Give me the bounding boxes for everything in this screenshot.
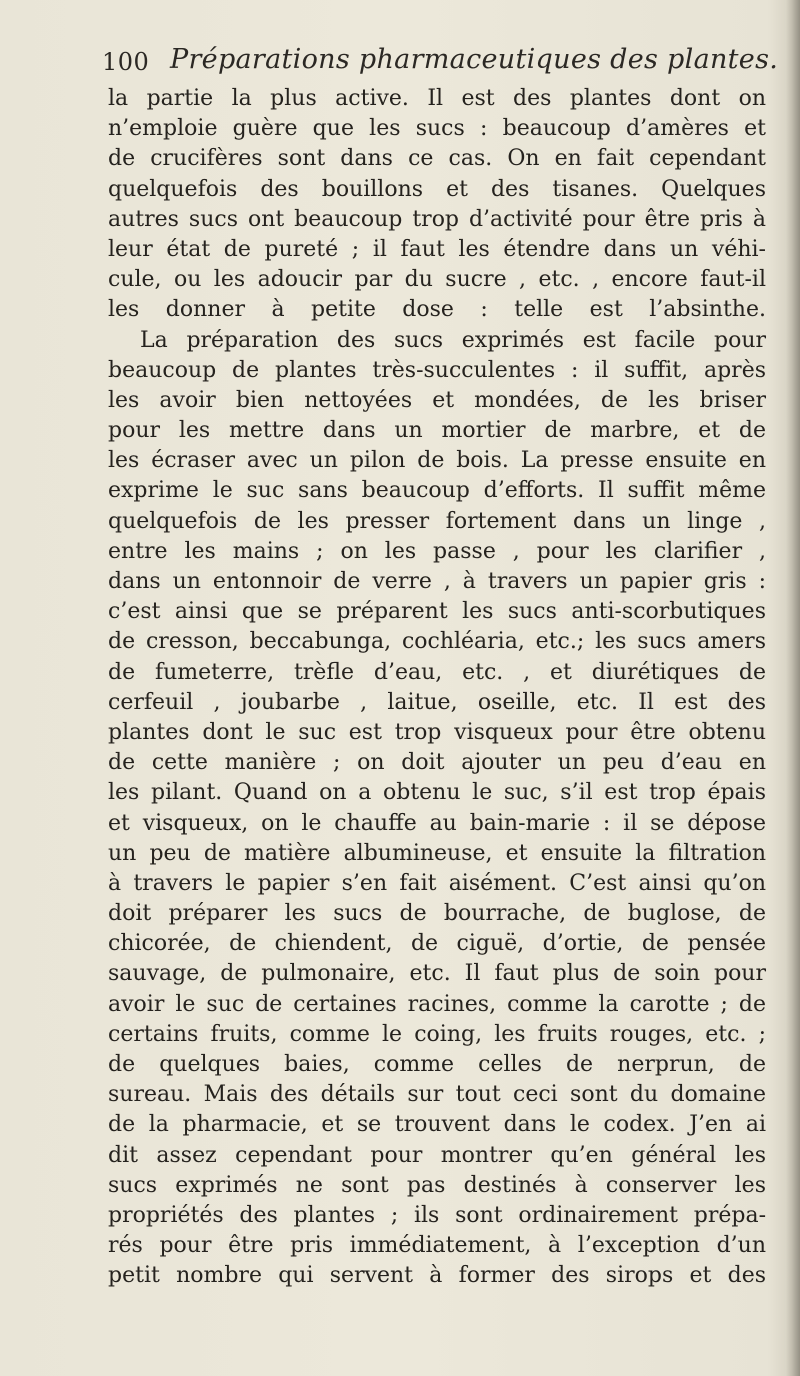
page-edge-shadow bbox=[786, 0, 800, 1376]
text-line: dit assez cependant pour montrer qu’en général les bbox=[108, 1142, 766, 1168]
text-line: un peu de matière albumineuse, et ensuite la filtration bbox=[108, 840, 766, 866]
text-line: les pilant. Quand on a obtenu le suc, s’il est trop épais bbox=[108, 780, 766, 806]
text-line: de crucifères sont dans ce cas. On en fait cependant bbox=[108, 146, 766, 172]
text-line: exprime le suc sans beaucoup d’efforts. Il suffit même bbox=[108, 478, 766, 504]
text-line: de quelques baies, comme celles de nerprun, de bbox=[108, 1052, 766, 1077]
text-line: avoir le suc de certaines racines, comme la carotte ; de bbox=[108, 991, 766, 1017]
text-line: c’est ainsi que se préparent les sucs anti-scorbutiques bbox=[108, 599, 766, 625]
text-line: sucs exprimés ne sont pas destinés à conserver les bbox=[108, 1172, 766, 1198]
text-line: les donner à petite dose : telle est l’absinthe. bbox=[108, 297, 766, 323]
text-line: sauvage, de pulmonaire, etc. Il faut plus de soin pour bbox=[108, 961, 766, 987]
text-line: n’emploie guère que les sucs : beaucoup d’amères et bbox=[108, 116, 766, 142]
text-line: de la pharmacie, et se trouvent dans le codex. J’en ai bbox=[108, 1112, 766, 1138]
text-line: autres sucs ont beaucoup trop d’activité pour être pris à bbox=[108, 206, 766, 232]
text-line: rés pour être pris immédiatement, à l’exception d’un bbox=[108, 1233, 766, 1259]
text-line: de cette manière ; on doit ajouter un peu d’eau en bbox=[108, 750, 766, 776]
text-line: pour les mettre dans un mortier de marbre, et de bbox=[108, 418, 766, 444]
text-line: certains fruits, comme le coing, les fruits rouges, etc. ; bbox=[108, 1021, 766, 1047]
text-line: leur état de pureté ; il faut les étendre dans un véhi- bbox=[108, 236, 766, 262]
text-line: de cresson, beccabunga, cochléaria, etc.; les sucs amers bbox=[108, 629, 766, 655]
text-line: et visqueux, on le chauffe au bain-marie : il se dépose bbox=[108, 810, 766, 836]
text-line: entre les mains ; on les passe , pour les clarifier , bbox=[108, 538, 766, 564]
text-line: les avoir bien nettoyées et mondées, de les briser bbox=[108, 387, 766, 413]
text-line: cule, ou les adoucir par du sucre , etc. , encore faut-il bbox=[108, 267, 766, 293]
text-line: plantes dont le suc est trop visqueux pour être obtenu bbox=[108, 719, 766, 745]
text-line: cerfeuil , joubarbe , laitue, oseille, etc. Il est des bbox=[108, 689, 766, 715]
text-line: petit nombre qui servent à former des sirops et des bbox=[108, 1263, 766, 1289]
body-text bbox=[108, 84, 766, 1292]
page-number: 100 bbox=[102, 48, 150, 76]
text-line: propriétés des plantes ; ils sont ordinairement prépa- bbox=[108, 1202, 766, 1228]
text-line: les écraser avec un pilon de bois. La presse ensuite en bbox=[108, 448, 766, 474]
text-line: à travers le papier s’en fait aisément. C’est ainsi qu’on bbox=[108, 870, 766, 896]
text-line: chicorée, de chiendent, de ciguë, d’ortie, de pensée bbox=[108, 931, 766, 957]
text-line: dans un entonnoir de verre , à travers un papier gris : bbox=[108, 569, 766, 594]
text-line: sureau. Mais des détails sur tout ceci sont du domaine bbox=[108, 1082, 766, 1108]
running-title: Préparations pharmaceutiques des plantes. bbox=[170, 44, 779, 75]
page-header bbox=[102, 44, 779, 84]
text-line: doit préparer les sucs de bourrache, de buglose, de bbox=[108, 901, 766, 927]
text-line: de fumeterre, trèfle d’eau, etc. , et diurétiques de bbox=[108, 659, 766, 685]
text-line: quelquefois des bouillons et des tisanes. Quelques bbox=[108, 176, 766, 202]
text-line: la partie la plus active. Il est des plantes dont on bbox=[108, 86, 766, 111]
text-line: beaucoup de plantes très-succulentes : il suffit, après bbox=[108, 357, 766, 383]
text-line: La préparation des sucs exprimés est facile pour bbox=[140, 327, 766, 353]
text-line: quelquefois de les presser fortement dans un linge , bbox=[108, 508, 766, 534]
